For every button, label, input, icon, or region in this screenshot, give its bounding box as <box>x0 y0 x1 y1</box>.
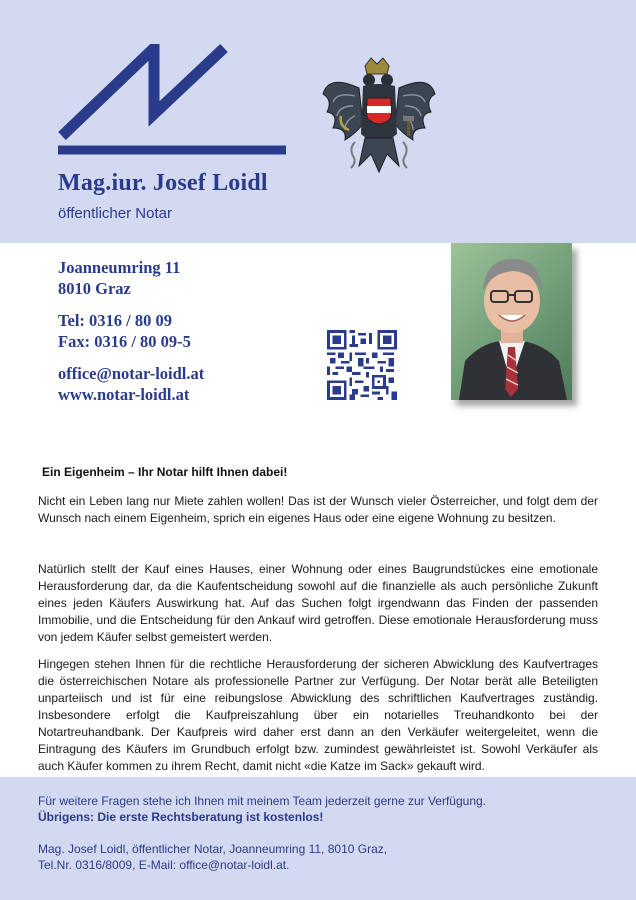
article-paragraph-1: Nicht ein Leben lang nur Miete zahlen wollen! Das ist der Wunsch vieler Österreicher, und folgt dem der Wunsch nach einem Eigenheim, sprich ein eigenes Haus oder eine eigene Wohnung zu besitzen. <box>38 494 598 525</box>
address-city: 8010 Graz <box>58 279 131 298</box>
notary-logo-icon <box>58 44 290 160</box>
portrait-photo <box>451 243 572 400</box>
austrian-coat-of-arms-icon <box>319 54 439 184</box>
footer-contact: Tel.Nr. 0316/8009, E-Mail: office@notar-loidl.at. <box>38 858 290 872</box>
footer-free-consultation: Übrigens: Die erste Rechtsberatung ist kostenlos! <box>38 810 324 824</box>
notary-subtitle: öffentlicher Notar <box>58 205 172 222</box>
qr-code-icon[interactable] <box>327 330 397 400</box>
article-paragraph-2: Natürlich stellt der Kauf eines Hauses, einer Wohnung oder eines Baugrundstückes eine emotionale Herausforderung dar, da die Kaufentscheidung sowohl auf die finanzielle als auch persönliche Zukunft eines jeden Käufers Auswirkung hat. Auf das Suchen folgt irgendwann das Finden der passenden Immobilie, und die Entscheidung für den Ankauf wird getroffen. Diese emotionale Herausforderung muss von jedem Käufer selbst gemeistert werden. <box>38 562 598 644</box>
fax-number: Fax: 0316 / 80 09-5 <box>58 332 191 351</box>
footer-invitation: Für weitere Fragen stehe ich Ihnen mit meinem Team jederzeit gerne zur Verfügung. <box>38 794 487 808</box>
email-link[interactable]: office@notar-loidl.at <box>58 364 205 383</box>
website-link[interactable]: www.notar-loidl.at <box>58 385 190 404</box>
phone-number: Tel: 0316 / 80 09 <box>58 311 172 330</box>
footer-address: Mag. Josef Loidl, öffentlicher Notar, Joanneumring 11, 8010 Graz, <box>38 842 388 856</box>
address-street: Joanneumring 11 <box>58 258 181 277</box>
article-paragraph-3: Hingegen stehen Ihnen für die rechtliche Herausforderung der sicheren Abwicklung des Kaufvertrages die österreichischen Notare als professionelle Partner zur Verfügung. Der Notar berät alle Beteiligten unparteiisch und ist für eine reibungslose Abwicklung des schriftlichen Kaufvertrages zuständig. Insbesondere erfolgt die Kaufpreiszahlung über ein notarielles Treuhandkonto bei der Notartreuhandbank. Der Kaufpreis wird daher erst dann an den Verkäufer weitergeleitet, wenn die Eintragung des Käufers im Grundbuch erfolgt bzw. zumindest gewährleistet ist. Sowohl Verkäufer als auch Käufer kommen zu ihrem Recht, damit nicht «die Katze im Sack» gekauft wird. <box>38 657 598 773</box>
article-title: Ein Eigenheim – Ihr Notar hilft Ihnen dabei! <box>42 465 288 479</box>
notary-name: Mag.iur. Josef Loidl <box>58 170 268 196</box>
